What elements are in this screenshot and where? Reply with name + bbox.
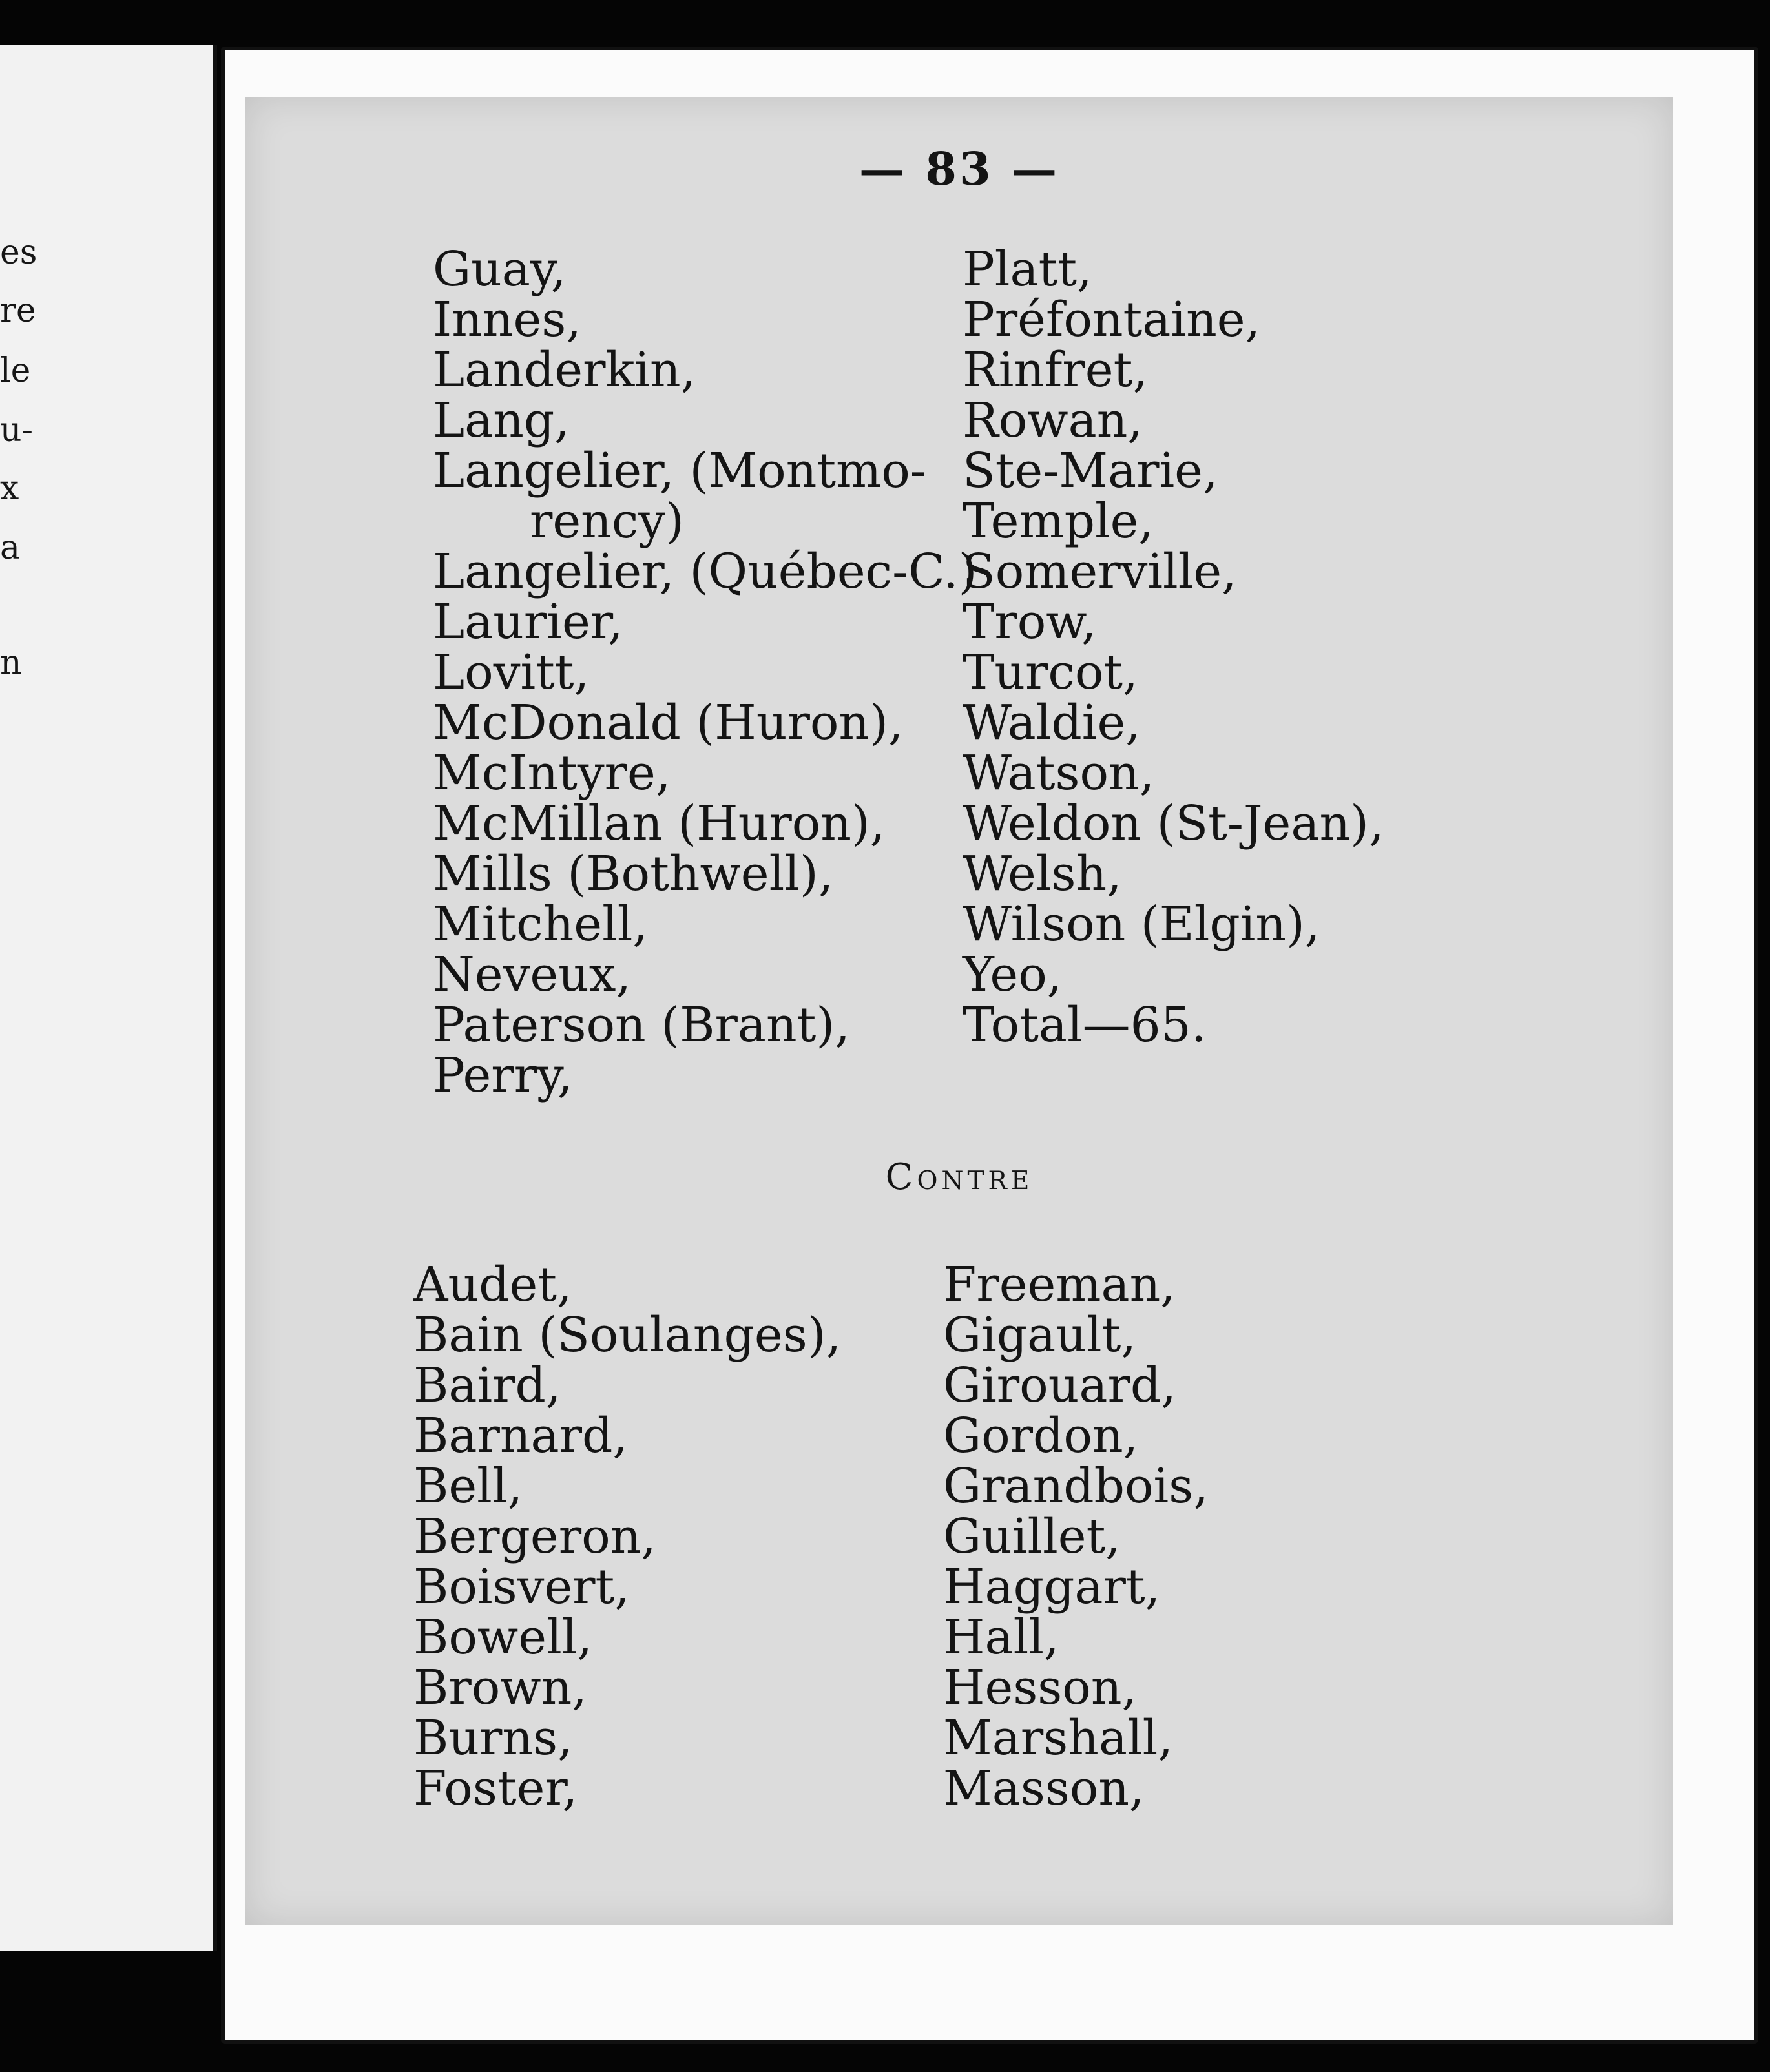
- member-name: Marshall,: [943, 1710, 1173, 1766]
- member-name: Bain (Soulanges),: [413, 1307, 842, 1363]
- member-name: Bell,: [413, 1458, 523, 1514]
- member-name: Langelier, (Montmo-: [433, 443, 926, 499]
- member-name: Welsh,: [963, 846, 1122, 902]
- member-name: Préfontaine,: [963, 292, 1261, 347]
- member-name: Lovitt,: [433, 645, 590, 700]
- member-name: Gordon,: [943, 1408, 1139, 1464]
- member-name: Ste-Marie,: [963, 443, 1218, 499]
- member-name: Waldie,: [963, 695, 1141, 751]
- member-name: Neveux,: [433, 947, 632, 1002]
- member-name: Baird,: [413, 1358, 561, 1413]
- vote-list-contre-column-1: [413, 1259, 841, 1814]
- member-name: Freeman,: [943, 1257, 1176, 1312]
- member-name: Haggart,: [943, 1559, 1161, 1615]
- member-name: Laurier,: [433, 594, 623, 650]
- member-name: Bowell,: [413, 1610, 592, 1665]
- member-name: Audet,: [413, 1257, 572, 1312]
- member-name: Brown,: [413, 1660, 587, 1715]
- member-name: Langelier, (Québec-C.): [433, 544, 977, 599]
- member-name: Yeo,: [963, 947, 1063, 1002]
- left-page-fragment: u-: [0, 411, 34, 450]
- left-page-fragment: n: [0, 643, 22, 682]
- member-name: McIntyre,: [433, 745, 671, 801]
- member-name: Perry,: [433, 1048, 573, 1103]
- member-name: Wilson (Elgin),: [963, 896, 1320, 952]
- page-number: — 83 —: [859, 142, 1060, 196]
- member-name: Rinfret,: [963, 342, 1148, 398]
- member-name: Barnard,: [413, 1408, 628, 1464]
- member-name: Guillet,: [943, 1509, 1121, 1564]
- member-name: Girouard,: [943, 1358, 1176, 1413]
- left-page-fragment: le: [0, 351, 31, 390]
- member-name: Guay,: [433, 242, 567, 297]
- document-page: [245, 97, 1673, 1925]
- vote-list-pour-column-1: [433, 244, 977, 1101]
- member-name: Boisvert,: [413, 1559, 630, 1615]
- member-name: Watson,: [963, 745, 1155, 801]
- member-name: Burns,: [413, 1710, 573, 1766]
- left-page-fragment: x: [0, 469, 19, 508]
- left-page-fragment: re: [0, 291, 36, 330]
- member-name: Grandbois,: [943, 1458, 1209, 1514]
- vote-list-pour-column-2: [963, 242, 1384, 1053]
- member-name: Turcot,: [963, 645, 1138, 700]
- member-name: Foster,: [413, 1761, 578, 1816]
- section-heading-contre: Contre: [885, 1156, 1034, 1198]
- member-name: McDonald (Huron),: [433, 695, 904, 751]
- member-name: Bergeron,: [413, 1509, 656, 1564]
- left-page-fragment: es: [0, 233, 37, 272]
- member-name: Lang,: [433, 393, 570, 448]
- member-name: Platt,: [963, 242, 1092, 297]
- left-page-fragment: a: [0, 528, 21, 567]
- member-name: Rowan,: [963, 393, 1143, 448]
- member-name: Trow,: [963, 594, 1097, 650]
- member-name: Mills (Bothwell),: [433, 846, 834, 902]
- left-page-edge: [0, 45, 217, 1951]
- member-name: Masson,: [943, 1761, 1145, 1816]
- member-name: Gigault,: [943, 1307, 1136, 1363]
- vote-total: Total—65.: [963, 997, 1207, 1053]
- member-name: Weldon (St-Jean),: [963, 796, 1384, 851]
- member-name: McMillan (Huron),: [433, 796, 886, 851]
- member-name: Paterson (Brant),: [433, 997, 850, 1053]
- member-name: Innes,: [433, 292, 581, 347]
- member-name: Landerkin,: [433, 342, 696, 398]
- member-name: Hesson,: [943, 1660, 1138, 1715]
- member-name: Somerville,: [963, 544, 1237, 599]
- member-name: Mitchell,: [433, 896, 648, 952]
- member-name: Hall,: [943, 1610, 1059, 1665]
- member-name: Temple,: [963, 493, 1154, 549]
- vote-list-contre-column-2: [943, 1259, 1209, 1814]
- member-name-continuation: rency): [530, 493, 684, 549]
